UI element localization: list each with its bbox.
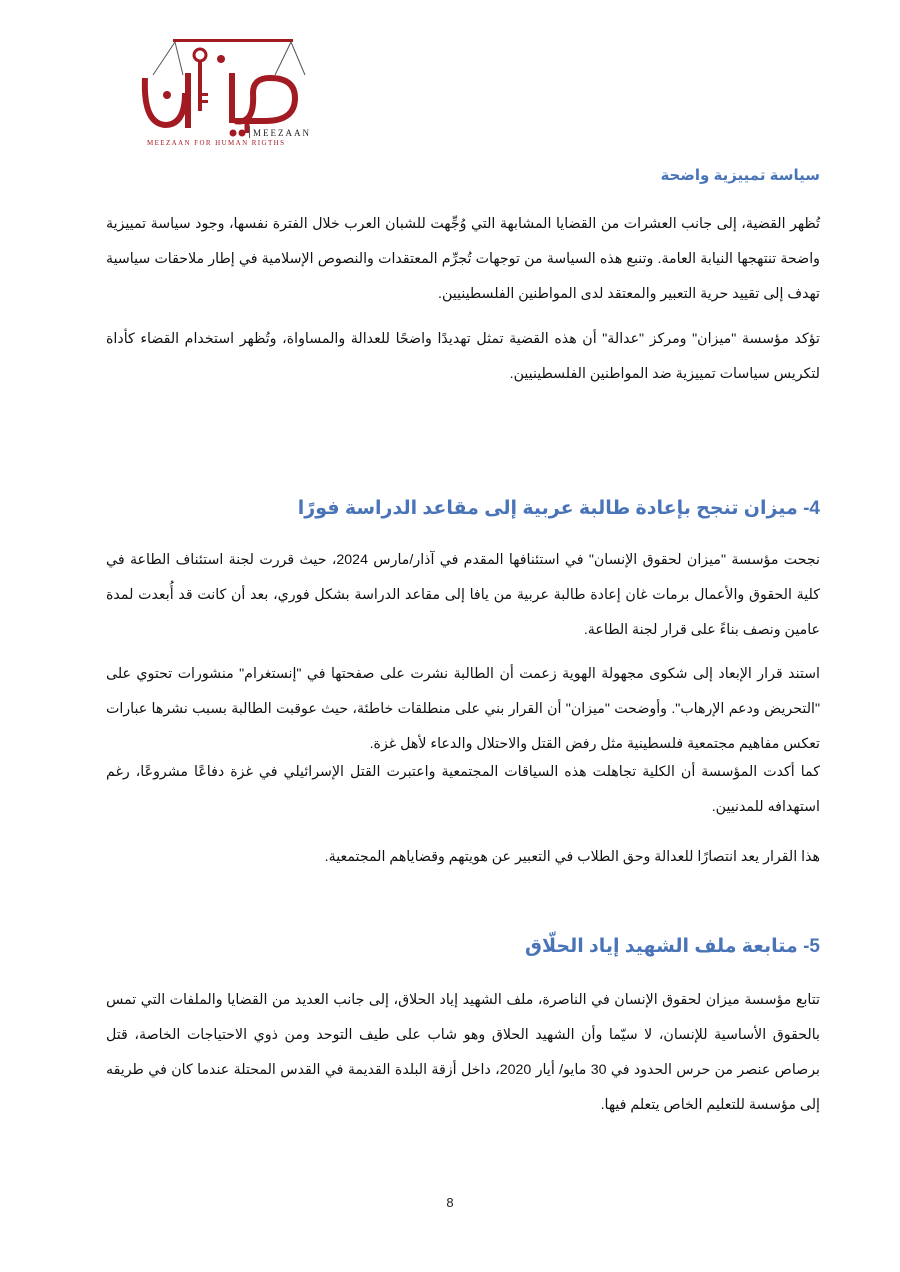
paragraph: نجحت مؤسسة "ميزان لحقوق الإنسان" في استئنافها المقدم في آذار/مارس 2024، حيث قررت لجنة استئناف الطاعة في كلية الحقوق والأعمال برمات غان إعادة طالبة عربية من يافا إلى مقاعد الدراسة بشكل فوري، بعد أن كانت قد أُبعدت لمدة عامين ونصف بناءً على قرار لجنة الطاعة.: [106, 552, 820, 638]
page-number: 8: [446, 1195, 454, 1210]
paragraph: تُظهر القضية، إلى جانب العشرات من القضايا المشابهة التي وُجِّهت للشبان العرب خلال الفترة نفسها، وجود سياسة تمييزية واضحة تنتهجها النيابة العامة. وتنبع هذه السياسة من توجهات تُجرِّم المعتقدات والنصوص الإسلامية في إطار ملاحقات سياسية تهدف إلى تقييد حرية التعبير والمعتقد لدى المواطنين الفلسطينيين.: [106, 216, 820, 302]
section-heading: 4- ميزان تنجح بإعادة طالبة عربية إلى مقاعد الدراسة فورًا: [297, 498, 820, 519]
paragraph: استند قرار الإبعاد إلى شكوى مجهولة الهوية زعمت أن الطالبة نشرت على صفحتها في "إنستغرام" منشورات تحتوي على "التحريض ودعم الإرهاب". وأوضحت "ميزان" أن القرار بني على منطلقات خاطئة، حيث عوقبت الطالبة بسبب نشرها عبارات تعكس مفاهيم مجتمعية فلسطينية مثل رفض القتل والاحتلال والدعاء لأهل غزة.: [106, 666, 820, 752]
section-heading: 5- متابعة ملف الشهيد إياد الحلّاق: [524, 936, 820, 957]
meezaan-logo: [135, 33, 325, 148]
logo-tagline: MEEZAAN FOR HUMAN RIGTHS: [147, 139, 286, 147]
paragraph: هذا القرار يعد انتصارًا للعدالة وحق الطلاب في التعبير عن هويتهم وقضاياهم المجتمعية.: [324, 849, 820, 865]
section-heading: سياسة تمييزية واضحة: [660, 167, 820, 184]
paragraph: تتابع مؤسسة ميزان لحقوق الإنسان في الناصرة، ملف الشهيد إياد الحلاق، إلى جانب العديد من القضايا والملفات التي تمس بالحقوق الأساسية للإنسان، لا سيّما وأن الشهيد الحلاق وهو شاب على طيف التوحد ومن ذوي الاحتياجات الخاصة، قتل برصاص عنصر من حرس الحدود في 30 مايو/ أيار 2020، داخل أزقة البلدة القديمة في القدس المحتلة عندما كان في طريقه إلى مؤسسة للتعليم الخاص يتعلم فيها.: [106, 992, 820, 1113]
paragraph: تؤكد مؤسسة "ميزان" ومركز "عدالة" أن هذه القضية تمثل تهديدًا واضحًا للعدالة والمساواة، وتُظهر استخدام القضاء كأداة لتكريس سياسات تمييزية ضد المواطنين الفلسطينيين.: [106, 331, 820, 382]
paragraph: كما أكدت المؤسسة أن الكلية تجاهلت هذه السياقات المجتمعية واعتبرت القتل الإسرائيلي في غزة دفاعًا مشروعًا، رغم استهدافه للمدنيين.: [106, 764, 820, 815]
scales-key-logo-icon: [135, 33, 325, 148]
logo-latin-name: MEEZAAN: [253, 128, 311, 138]
